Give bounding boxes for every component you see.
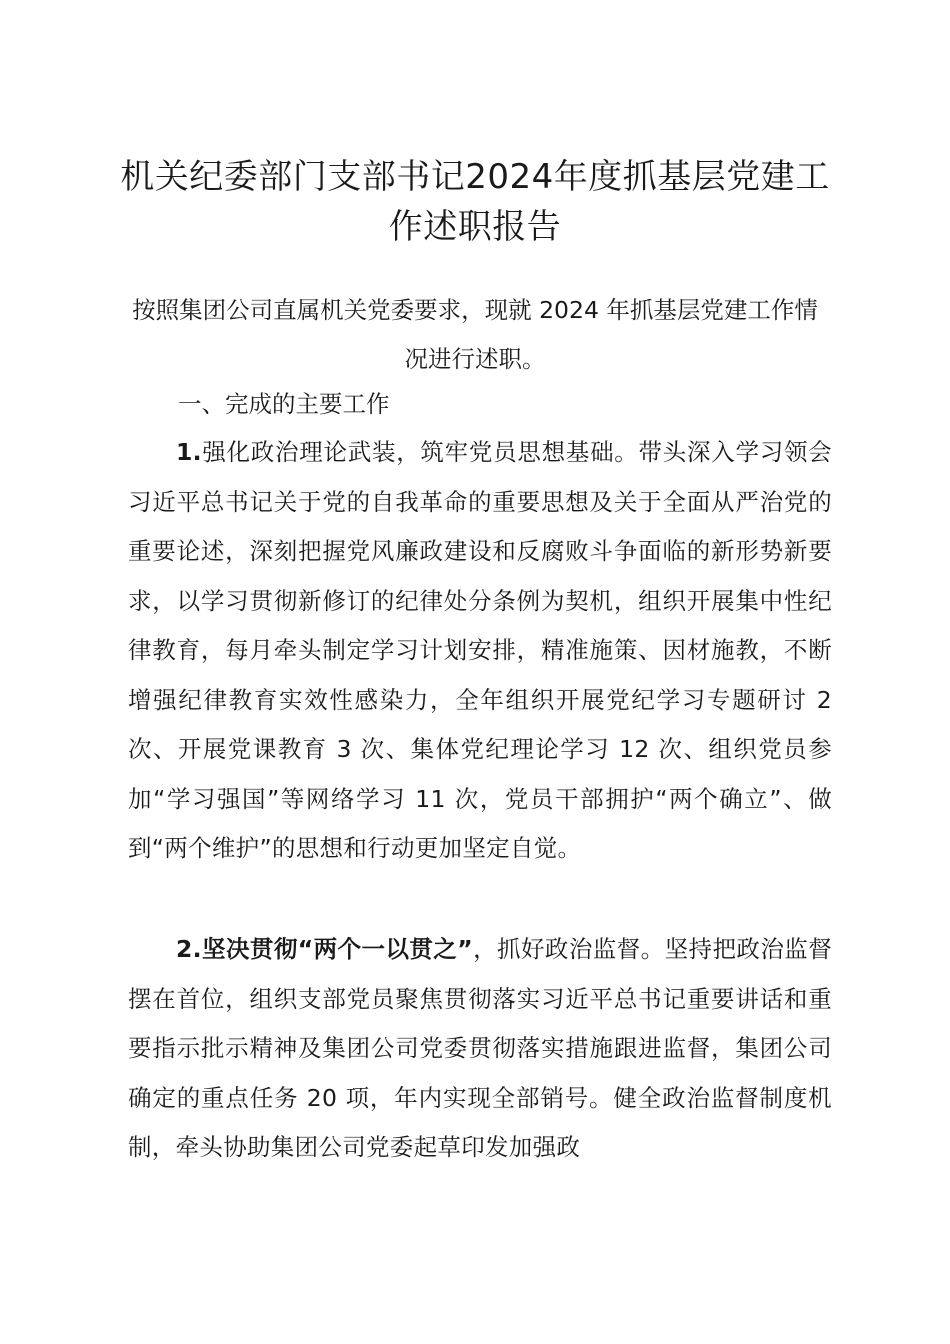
paragraph-1-number: 1. <box>176 438 202 466</box>
section-heading: 一、完成的主要工作 <box>178 390 390 418</box>
paragraph-2-number: 2. <box>176 935 202 963</box>
paragraph-2 <box>128 925 832 1173</box>
intro-paragraph: 按照集团公司直属机关党委要求，现就 2024 年抓基层党建工作情况进行述职。 <box>132 296 818 373</box>
paragraph-2-body: ，抓好政治监督。坚持把政治监督摆在首位，组织支部党员聚焦贯彻落实习近平总书记重要讲话和重要指示批示精神及集团公司党委贯彻落实措施跟进监督，集团公司确定的重点任务 20 项，年内实现全部销号。健全政治监督制度机制，牵头协助集团公司党委起草印发加强政 <box>128 935 832 1161</box>
paragraph-1 <box>128 428 832 874</box>
paragraph-1-body: 强化政治理论武装，筑牢党员思想基础。带头深入学习领会习近平总书记关于党的自我革命的重要思想及关于全面从严治党的重要论述，深刻把握党风廉政建设和反腐败斗争面临的新形势新要求，以学习贯彻新修订的纪律处分条例为契机，组织开展集中性纪律教育，每月牵头制定学习计划安排，精准施策、因材施教，不断增强纪律教育实效性感染力，全年组织开展党纪学习专题研讨 2 次、开展党课教育 3 次、集体党纪理论学习 12 次、组织党员参加“学习强国”等网络学习 11 次，党员干部拥护“两个确立”、做到“两个维护”的思想和行动更加坚定自觉。 <box>128 438 832 862</box>
document-title: 机关纪委部门支部书记2024年度抓基层党建工作述职报告 <box>120 157 830 247</box>
paragraph-2-lead: 坚决贯彻“两个一以贯之” <box>201 935 473 963</box>
